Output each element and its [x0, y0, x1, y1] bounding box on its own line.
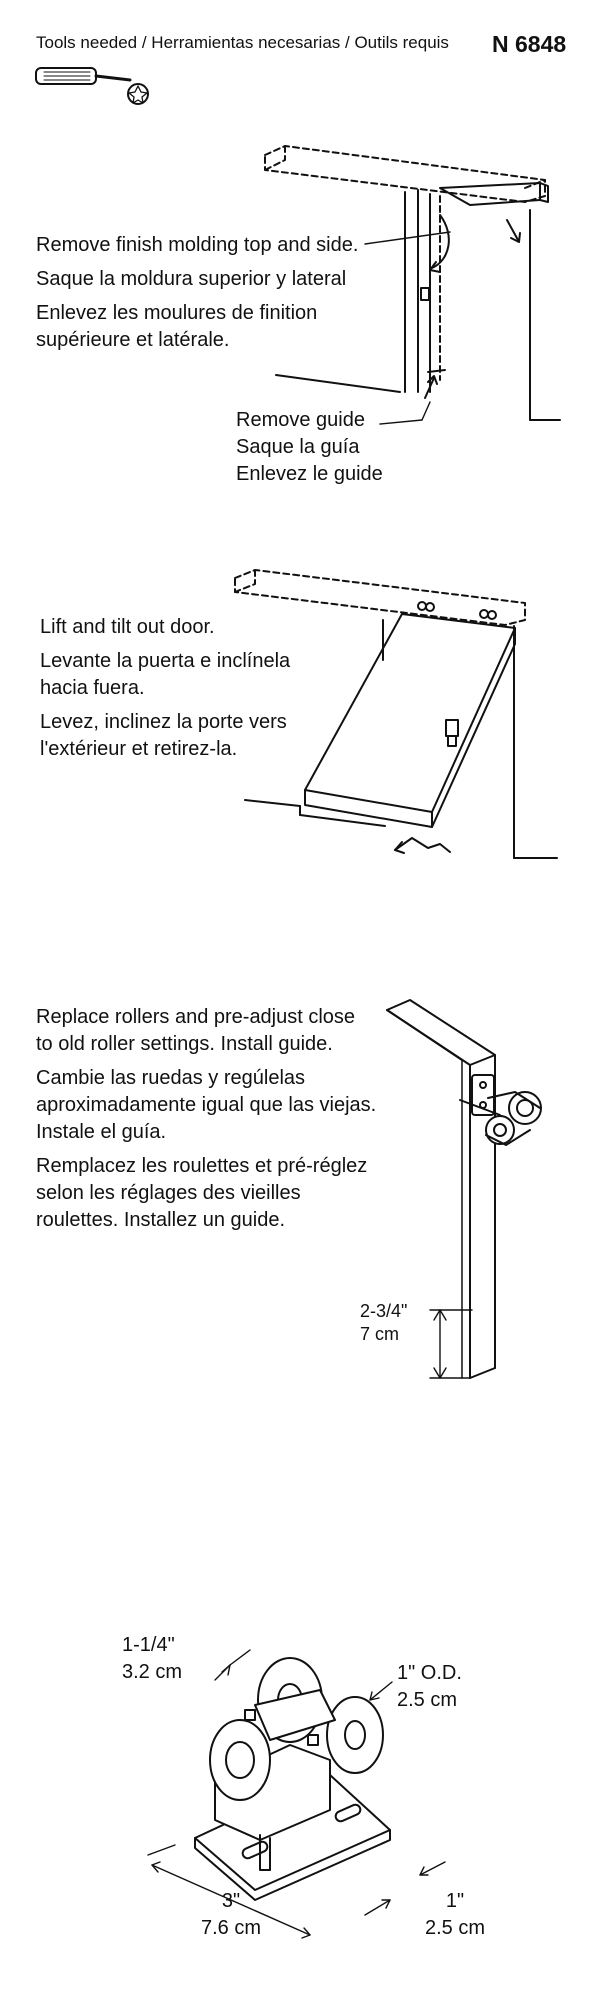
step4-dim-wheel-in: 1" O.D. — [397, 1662, 462, 1684]
step4-dim-length — [186, 1888, 276, 1942]
part-number: N 6848 — [492, 31, 567, 57]
step1-guide-en: Remove guide — [236, 409, 365, 431]
step1-guide-fr: Enlevez le guide — [236, 463, 383, 485]
step3-dim-cm: 7 cm — [360, 1324, 400, 1344]
step1-instruction-es: Saque la moldura superior y lateral — [36, 268, 347, 290]
step4-dim-length-in: 3" — [221, 1890, 241, 1912]
step4-dim-width — [122, 1632, 182, 1686]
step3-instruction-fr: Remplacez les roulettes et pré-réglez selon les réglages des vieilles roulettes. Installez un guide. — [36, 1155, 368, 1231]
step4-dim-plate-in: 1" — [445, 1890, 465, 1912]
step1-guide-es: Saque la guía — [236, 436, 360, 458]
step1-instruction-en: Remove finish molding top and side. — [36, 234, 359, 256]
step1-instruction-fr: Enlevez les moulures de finition supérieure et latérale. — [36, 302, 318, 351]
screwdriver-icon — [36, 68, 148, 104]
tools-needed-label: Tools needed / Herramientas necesarias / Outils requis — [36, 33, 449, 52]
step4-dim-plate — [420, 1888, 490, 1942]
step1-guide-callout — [236, 407, 436, 488]
step3-instruction-es: Cambie las ruedas y regúlelas aproximadamente igual que las viejas. Instale el guía. — [36, 1067, 377, 1143]
step2-instruction-fr: Levez, inclinez la porte vers l'extérieur et retirez-la. — [40, 711, 287, 760]
step4-dim-wheel-cm: 2.5 cm — [397, 1689, 458, 1711]
step2-instructions — [40, 614, 340, 770]
step3-illustration — [387, 1000, 541, 1378]
step3-instruction-en: Replace rollers and pre-adjust close to old roller settings. Install guide. — [36, 1006, 356, 1055]
step1-instructions — [36, 232, 376, 361]
step2-instruction-es: Levante la puerta e inclínela hacia fuera. — [40, 650, 291, 699]
step3-dim-in: 2-3/4" — [360, 1301, 408, 1321]
step4-dim-width-in: 1-1/4" — [122, 1634, 175, 1656]
step2-instruction-en: Lift and tilt out door. — [40, 616, 215, 638]
step4-dim-wheel — [397, 1660, 462, 1714]
step4-dim-length-cm: 7.6 cm — [200, 1917, 262, 1939]
step4-dim-plate-cm: 2.5 cm — [424, 1917, 486, 1939]
step3-dimension — [360, 1300, 407, 1346]
step3-instructions — [36, 1004, 396, 1241]
step4-dim-width-cm: 3.2 cm — [122, 1661, 183, 1683]
